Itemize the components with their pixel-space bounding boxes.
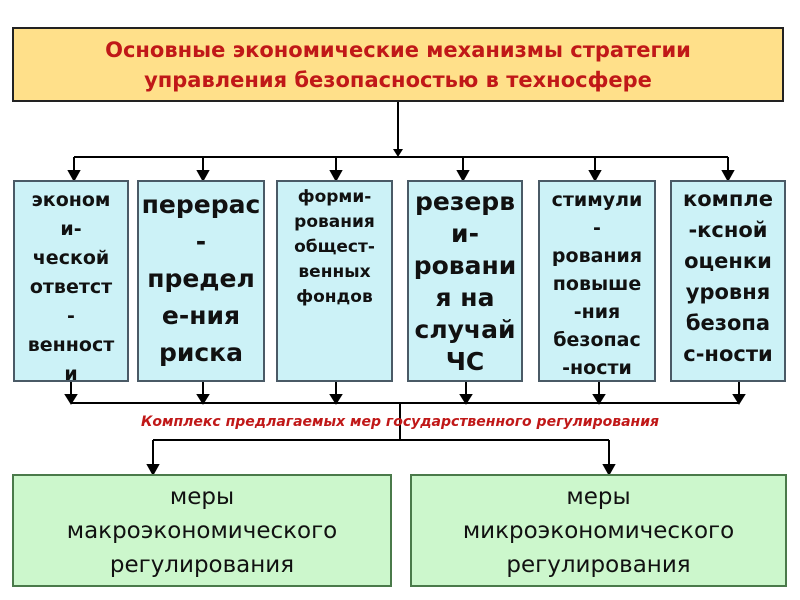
arrow-down-5 [590,157,600,180]
arrow-to-macro [148,440,158,474]
title-arrow [393,149,403,157]
title-text: Основные экономические механизмы стратегии управления безопасностью в техносфере [105,37,691,92]
arrow-up-6 [734,382,744,403]
mechanism-label: перерас - предел е-ния риска [141,190,261,367]
mechanism-box-emergency-reserve [407,180,523,382]
arrow-to-micro [604,440,614,474]
mechanism-label: форми- рования общест- венных фондов [294,187,375,307]
arrow-down-4 [458,157,468,180]
mechanism-label: компле -ксной оценки уровня безопа с-ности [683,187,773,366]
arrow-down-6 [723,157,733,180]
arrow-up-2 [198,382,208,403]
mechanism-label: эконом и- ческой ответст - венност и [27,189,115,385]
micro-regulation-box [410,474,787,587]
arrow-down-1 [69,157,79,180]
mechanism-box-economic-responsibility [13,180,129,385]
complex-label: Комплекс предлагаемых мер государственного регулирования [140,414,659,430]
arrow-up-3 [331,382,341,403]
macro-regulation-label: меры макроэкономического регулирования [66,483,338,578]
mechanism-label: стимули - рования повыше -ния безопас -ности [551,189,643,379]
mechanism-box-public-funds [276,180,393,382]
micro-regulation-label: меры микроэкономического регулирования [462,483,735,578]
arrow-up-5 [594,382,604,403]
mechanism-box-risk-redistribution [137,180,265,382]
mechanism-box-safety-stimulation [538,180,656,382]
arrow-up-4 [461,382,471,403]
title-box [12,27,784,102]
mechanism-box-complex-assessment [670,180,786,382]
arrow-down-3 [331,157,341,180]
arrow-down-2 [198,157,208,180]
mechanism-label: резерв и- ровани я на случай ЧС [413,187,517,376]
macro-regulation-box [12,474,392,587]
